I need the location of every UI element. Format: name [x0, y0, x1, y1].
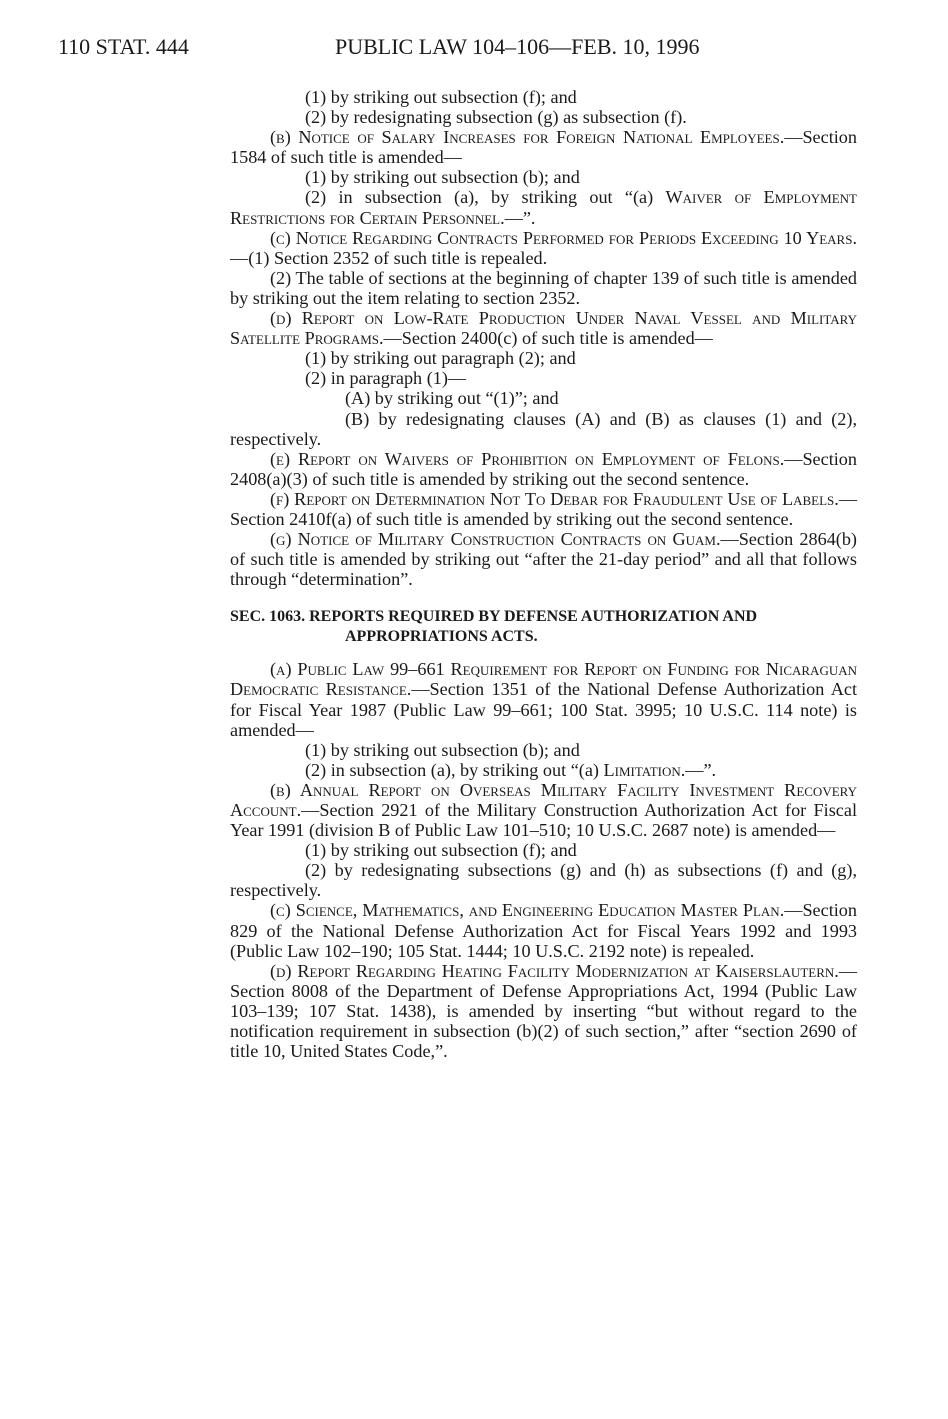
paragraph-g-heading: (g) Notice of Military Construction Contracts on Guam. — [270, 529, 721, 550]
paragraph-f-text: —Section 2410f(a) of such title is amended by striking out the second sentence. — [230, 488, 857, 529]
section-1063-heading-line1: SEC. 1063. REPORTS REQUIRED BY DEFENSE AUTHORIZATION AND — [230, 608, 758, 626]
paragraph-f — [230, 489, 857, 529]
paragraph-b — [230, 127, 857, 167]
section-1063-d — [230, 961, 857, 1061]
document-body — [230, 87, 857, 1061]
paragraph-e-heading: (e) Report on Waivers of Prohibition on Employment of Felons. — [270, 448, 785, 469]
paragraph-a2: (2) by redesignating subsection (g) as subsection (f). — [305, 107, 687, 128]
page-number: 110 STAT. 444 — [58, 34, 189, 59]
law-and-date: PUBLIC LAW 104–106—FEB. 10, 1996 — [335, 34, 700, 59]
paragraph-b1: (1) by striking out subsection (b); and — [305, 167, 580, 188]
paragraph-d1: (1) by striking out paragraph (2); and — [305, 348, 576, 369]
paragraph-b2-end: —”. — [504, 207, 536, 228]
section-1063-a-heading: (a) Public Law 99–661 Requirement for Report on Funding for Nicaraguan Democratic Resistance. — [230, 659, 857, 700]
section-1063-b — [230, 780, 857, 840]
paragraph-c2: (2) The table of sections at the beginning of chapter 139 of such title is amended by striking out the item relating to section 2352. — [230, 267, 857, 308]
paragraph-d-heading: (d) Report on Low-Rate Production Under Naval Vessel and Military Satellite Programs. — [230, 308, 857, 349]
paragraph-e — [230, 449, 857, 489]
section-1063-c-heading: (c) Science, Mathematics, and Engineering Education Master Plan. — [270, 900, 785, 921]
section-1063-c-text: —Section 829 of the National Defense Authorization Act for Fiscal Years 1992 and 1993 (Public Law 102–190; 105 Stat. 1444; 10 U.S.C. 2192 note) is repealed. — [230, 900, 857, 961]
paragraph-c-heading: (c) Notice Regarding Contracts Performed for Periods Exceeding 10 Years. — [270, 227, 857, 248]
section-1063-b-heading: (b) Annual Report on Overseas Military Facility Investment Recovery Account. — [230, 779, 857, 820]
paragraph-a1: (1) by striking out subsection (f); and — [305, 87, 577, 107]
paragraph-b-text: —Section 1584 of such title is amended— — [230, 127, 857, 168]
paragraph-e-text: —Section 2408(a)(3) of such title is amended by striking out the second sentence. — [230, 448, 857, 489]
section-1063-heading — [230, 607, 857, 647]
paragraph-c-text: —(1) Section 2352 of such title is repealed. — [230, 247, 548, 268]
section-1063-heading-line2: APPROPRIATIONS ACTS. — [345, 628, 538, 646]
paragraph-b2-text: (2) in subsection (a), by striking out “(a) — [305, 187, 666, 208]
section-1063-a1: (1) by striking out subsection (b); and — [305, 739, 580, 760]
section-1063-b2: (2) by redesignating subsections (g) and (h) as subsections (f) and (g), respectively. — [230, 860, 857, 901]
section-1063-c — [230, 900, 857, 960]
paragraph-g-text: —Section 2864(b) of such title is amended by striking out “after the 21-day period” and all that follows through “determination”. — [230, 529, 857, 590]
paragraph-d-text: —Section 2400(c) of such title is amended— — [383, 328, 713, 349]
section-1063-a-text: —Section 1351 of the National Defense Authorization Act for Fiscal Year 1987 (Public Law 99–661; 100 Stat. 3995; 10 U.S.C. 114 note) is amended— — [230, 679, 857, 740]
section-1063-a2 — [230, 760, 857, 780]
paragraph-b2 — [230, 187, 857, 227]
paragraph-c — [230, 228, 857, 268]
paragraph-b2-caps: Waiver of Employment Restrictions for Certain Personnel. — [230, 187, 857, 228]
section-1063-b-text: —Section 2921 of the Military Construction Authorization Act for Fiscal Year 1991 (division B of Public Law 101–510; 10 U.S.C. 2687 note) is amended— — [230, 800, 857, 841]
section-1063-a2-text: (2) in subsection (a), by striking out “(a) — [305, 759, 604, 780]
paragraph-dB: (B) by redesignating clauses (A) and (B) as clauses (1) and (2), respectively. — [230, 408, 857, 449]
section-1063-d-text: —Section 8008 of the Department of Defense Appropriations Act, 1994 (Public Law 103–139; 107 Stat. 1438), is amended by inserting “but without regard to the notification requirement in subsection (b)(2) of such section,” after “section 2690 of title 10, United States Code,”. — [230, 960, 857, 1062]
paragraph-d — [230, 308, 857, 348]
paragraph-b-heading: (b) Notice of Salary Increases for Foreign National Employees. — [270, 127, 785, 148]
section-1063-b1: (1) by striking out subsection (f); and — [305, 840, 577, 861]
section-1063-d-heading: (d) Report Regarding Heating Facility Modernization at Kaiserslautern. — [270, 960, 839, 981]
section-1063-a2-caps: Limitation. — [603, 759, 686, 780]
section-1063-a2-end: —”. — [685, 759, 717, 780]
paragraph-d2: (2) in paragraph (1)— — [305, 368, 467, 389]
paragraph-g — [230, 529, 857, 589]
section-1063-a — [230, 659, 857, 739]
paragraph-f-heading: (f) Report on Determination Not To Debar for Fraudulent Use of Labels. — [270, 488, 839, 509]
paragraph-dA: (A) by striking out “(1)”; and — [345, 388, 559, 409]
